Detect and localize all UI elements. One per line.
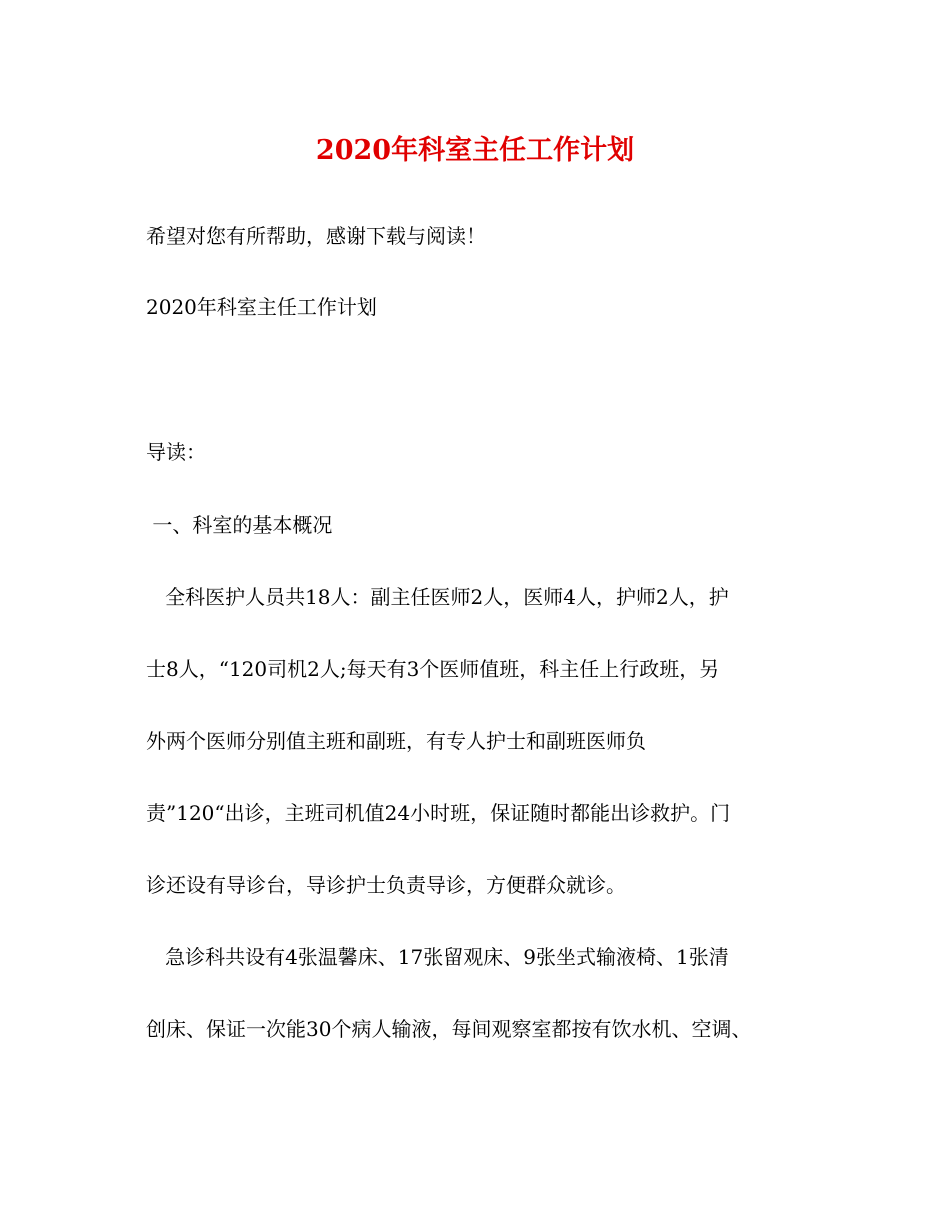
intro-text: 希望对您有所帮助，感谢下载与阅读！ [146,224,486,248]
section-heading: 一、科室的基本概况 [146,513,333,537]
page-title: 2020年科室主任工作计划 [315,135,635,166]
paragraph-line: 全科医护人员共18人：副主任医师2人，医师4人，护师2人，护 [146,585,729,609]
paragraph-line: 士8人，“120司机2人;每天有3个医师值班，科主任上行政班，另 [146,657,720,681]
paragraph-line: 急诊科共设有4张温馨床、17张留观床、9张坐式输液椅、1张清 [146,945,729,969]
subtitle: 2020年科室主任工作计划 [146,295,377,319]
paragraph-line: 诊还设有导诊台，导诊护士负责导诊，方便群众就诊。 [146,873,626,897]
paragraph-line: 创床、保证一次能30个病人输液，每间观察室都按有饮水机、空调、 [146,1017,752,1041]
paragraph-line: 责”120“出诊，主班司机值24小时班，保证随时都能出诊救护。门 [146,801,731,825]
guide-label: 导读： [146,440,206,464]
paragraph-line: 外两个医师分别值主班和副班，有专人护士和副班医师负 [146,729,646,753]
